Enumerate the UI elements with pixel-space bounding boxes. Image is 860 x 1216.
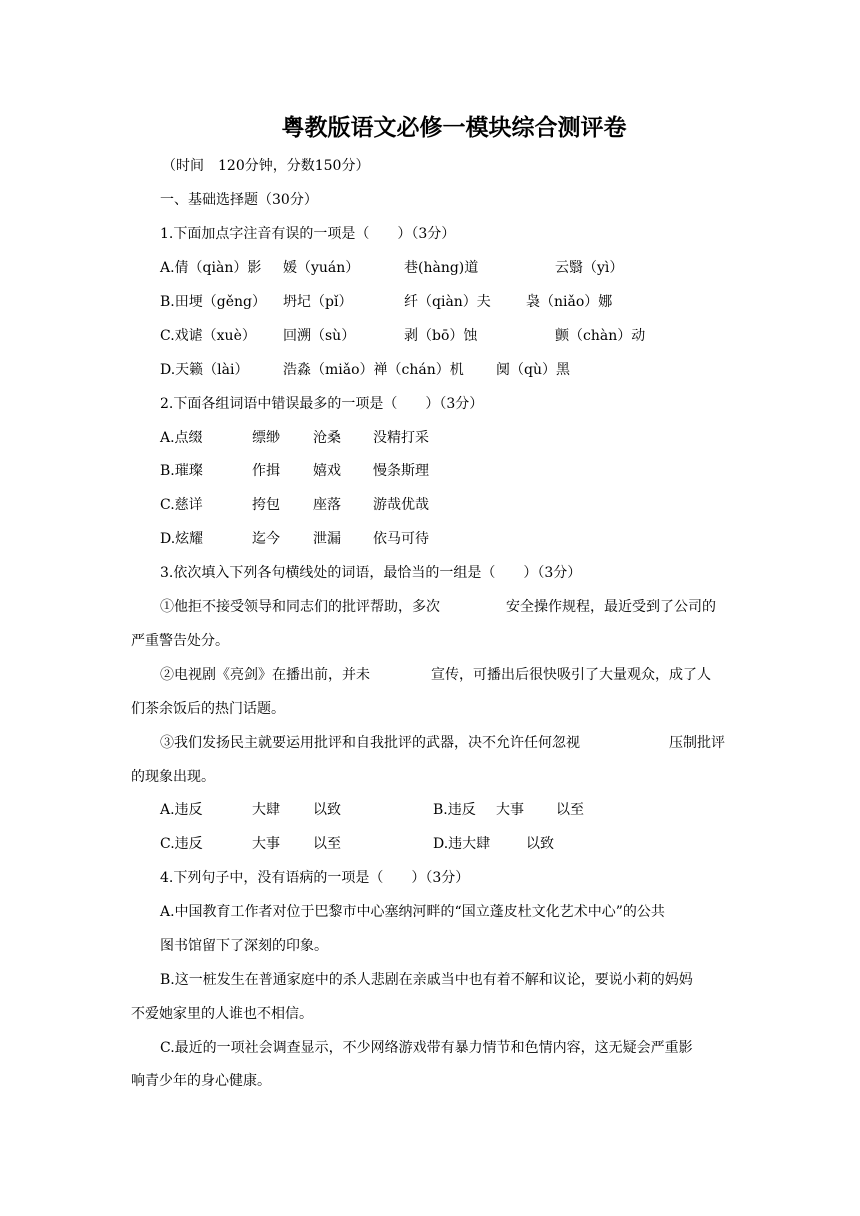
option-text: 沧桑	[313, 430, 341, 446]
section-heading: 一、基础选择题（30分）	[160, 192, 318, 208]
sentence-3: 压制批评	[669, 735, 725, 751]
option-text: 依马可待	[373, 531, 429, 547]
sentence-1: 安全操作规程，最近受到了公司的	[506, 599, 716, 615]
option-text: 以至	[556, 802, 584, 818]
option-text: 以致	[526, 836, 554, 852]
option-text: 大事	[252, 836, 280, 852]
option-text: 阒（qù）黑	[496, 362, 570, 378]
option-text: 以致	[313, 802, 341, 818]
option-text: A.违反	[160, 802, 203, 818]
question-4-option-a: 图书馆留下了深刻的印象。	[160, 938, 328, 954]
option-text: 坍圮（pǐ）	[283, 294, 353, 310]
question-4-option-a: A.中国教育工作者对位于巴黎市中心塞纳河畔的“国立蓬皮杜文化艺术中心”的公共	[160, 904, 665, 920]
option-text: 以至	[313, 836, 341, 852]
sentence-1: ①他拒不接受领导和同志们的批评帮助，多次	[160, 599, 440, 615]
option-text: A.倩（qiàn）影	[160, 260, 262, 276]
sentence-3: 的现象出现。	[131, 769, 215, 785]
question-4-option-c: C.最近的一项社会调查显示，不少网络游戏带有暴力情节和色情内容，这无疑会严重影	[160, 1040, 693, 1056]
option-text: 媛（yuán）	[283, 260, 360, 276]
question-4-option-b: 不爱她家里的人谁也不相信。	[131, 1006, 313, 1022]
sentence-2: ②电视剧《亮剑》在播出前，并未	[160, 667, 370, 683]
question-3-stem: 3.依次填入下列各句横线处的词语，最恰当的一组是（ ）（3分）	[160, 565, 582, 581]
option-text: B.田埂（gěng）	[160, 294, 266, 310]
option-text: 缥缈	[252, 430, 280, 446]
option-text: D.违大肆	[433, 836, 491, 852]
option-text: C.慈详	[160, 497, 203, 513]
option-text: C.戏谑（xuè）	[160, 328, 256, 344]
option-text: B.违反	[433, 802, 476, 818]
option-text: 没精打采	[373, 430, 429, 446]
option-text: 座落	[313, 497, 341, 513]
option-text: 游哉优哉	[373, 497, 429, 513]
option-text: B.璀璨	[160, 463, 203, 479]
question-2-stem: 2.下面各组词语中错误最多的一项是（ ）（3分）	[160, 396, 484, 412]
option-text: D.天籁（lài）	[160, 362, 249, 378]
question-4-stem: 4.下列句子中，没有语病的一项是（ ）（3分）	[160, 870, 470, 886]
option-text: 挎包	[252, 497, 280, 513]
question-4-option-c: 响青少年的身心健康。	[131, 1073, 271, 1089]
option-text: 大肆	[252, 802, 280, 818]
option-text: 纤（qiàn）夫	[404, 294, 491, 310]
option-text: 云翳（yì）	[555, 260, 624, 276]
option-text: 巷(hàng)道	[404, 260, 479, 276]
option-text: 迄今	[252, 531, 280, 547]
option-text: C.违反	[160, 836, 203, 852]
exam-info: （时间 120分钟，分数150分）	[162, 158, 370, 174]
page-title: 粤教版语文必修一模块综合测评卷	[281, 115, 627, 141]
option-text: A.点缀	[160, 430, 203, 446]
option-text: 剥（bō）蚀	[404, 328, 478, 344]
sentence-3: ③我们发扬民主就要运用批评和自我批评的武器，决不允许任何忽视	[160, 735, 580, 751]
option-text: 嬉戏	[313, 463, 341, 479]
option-text: D.炫耀	[160, 531, 204, 547]
option-text: 回溯（sù）	[283, 328, 356, 344]
option-text: 袅（niǎo）娜	[526, 294, 613, 310]
sentence-1: 严重警告处分。	[131, 633, 229, 649]
sentence-2: 们茶余饭后的热门话题。	[131, 701, 285, 717]
option-text: 作揖	[252, 463, 280, 479]
sentence-2: 宣传，可播出后很快吸引了大量观众，成了人	[431, 667, 711, 683]
question-4-option-b: B.这一桩发生在普通家庭中的杀人悲剧在亲戚当中也有着不解和议论，要说小莉的妈妈	[160, 972, 693, 988]
option-text: 泄漏	[313, 531, 341, 547]
option-text: 浩淼（miǎo）禅（chán）机	[283, 362, 464, 378]
option-text: 慢条斯理	[373, 463, 429, 479]
option-text: 大事	[496, 802, 524, 818]
question-1-stem: 1.下面加点字注音有误的一项是（ ）（3分）	[160, 226, 456, 242]
option-text: 颤（chàn）动	[555, 328, 646, 344]
